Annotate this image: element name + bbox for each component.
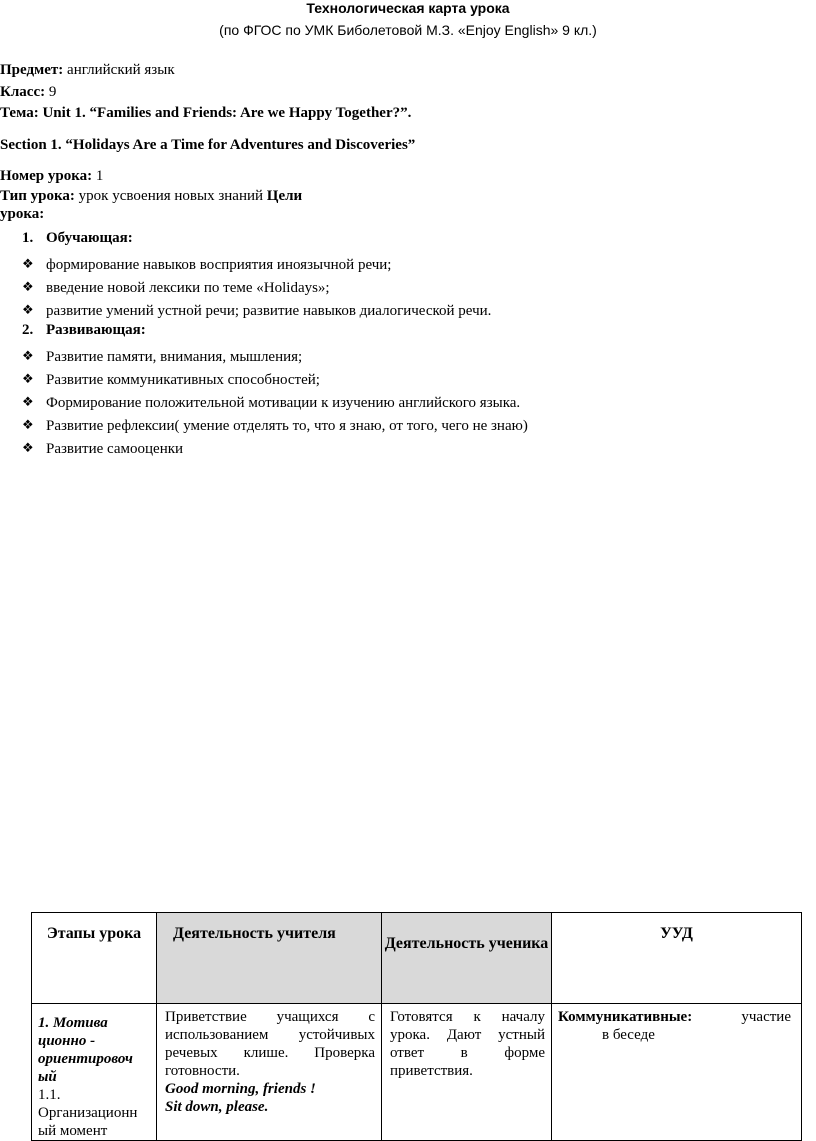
list-item: ❖ Развитие самооценки — [22, 440, 528, 463]
col-header-teacher: Деятельность учителя — [157, 913, 382, 1004]
goals-label: Цели — [266, 188, 303, 204]
table-header-row — [32, 913, 802, 1004]
list-item: ❖ Развитие памяти, внимания, мышления; — [22, 348, 528, 371]
grade-label: Класс: — [0, 84, 46, 100]
list-item: ❖ развитие умений устной речи; развитие навыков диалогической речи. — [22, 302, 491, 325]
stage-title: 1. Мотива ционно - ориентировоч ый — [38, 1015, 133, 1085]
col-header-stages: Этапы урока — [32, 913, 157, 1004]
developing-goal-heading — [22, 322, 146, 339]
lesson-type-label: Тип урока: — [0, 188, 75, 204]
list-item: ❖ Развитие коммуникативных способностей; — [22, 371, 528, 394]
page-title: Технологическая карта урока — [306, 0, 510, 16]
lesson-type-value: урок усвоения новых знаний — [78, 188, 264, 204]
col-header-student: Деятельность ученика — [382, 913, 552, 1004]
subject-label: Предмет: — [0, 62, 64, 78]
uud-word-2: в беседе — [602, 1027, 655, 1043]
lesson-number-line — [0, 168, 103, 185]
table-row — [32, 1004, 802, 1141]
topic-line: Тема: Unit 1. “Families and Friends: Are we Happy Together?”. — [0, 105, 412, 121]
student-cell — [382, 1004, 552, 1141]
section-line: Section 1. “Holidays Are a Time for Adventures and Discoveries” — [0, 137, 416, 153]
list-item: ❖ формирование навыков восприятия иноязычной речи; — [22, 256, 491, 279]
teacher-phrase-2: Sit down, please. — [165, 1099, 269, 1115]
educational-goal-number: 1. — [22, 230, 34, 246]
goals-label-cont: урока: — [0, 206, 45, 222]
subject-value: английский язык — [67, 62, 175, 78]
list-item: ❖ Развитие рефлексии( умение отделять то, что я знаю, от того, чего не знаю) — [22, 417, 528, 440]
grade-value: 9 — [48, 84, 57, 100]
lesson-number-label: Номер урока: — [0, 168, 93, 184]
developing-goal-number: 2. — [22, 322, 34, 338]
stage-cell — [32, 1004, 157, 1141]
lesson-number-value: 1 — [95, 168, 104, 184]
educational-goal-list — [22, 256, 491, 325]
lesson-type-line — [0, 188, 302, 205]
student-text: Готовятся к началу урока. Дают устный ответ в форме приветствия. — [390, 1009, 545, 1079]
page-subtitle: (по ФГОС по УМК Биболетовой М.З. «Enjoy English» 9 кл.) — [219, 22, 597, 38]
list-item: ❖ введение новой лексики по теме «Holidays»; — [22, 279, 491, 302]
teacher-phrase-1: Good morning, friends ! — [165, 1081, 316, 1097]
list-item: ❖ Формирование положительной мотивации к изучению английского языка. — [22, 394, 528, 417]
teacher-cell — [157, 1004, 382, 1141]
stage-subtitle: 1.1. Организационн ый момент — [38, 1087, 138, 1139]
educational-goal-title: Обучающая: — [46, 230, 133, 246]
developing-goal-title: Развивающая: — [46, 322, 146, 338]
developing-goal-list — [22, 348, 528, 463]
educational-goal-heading — [22, 230, 133, 247]
col-header-uud: УУД — [552, 913, 802, 1004]
uud-label: Коммуникативные: — [558, 1009, 693, 1025]
lesson-table — [31, 912, 802, 1141]
teacher-text: Приветствие учащихся с использованием устойчивых речевых клише. Проверка готовности. — [165, 1009, 375, 1079]
subject-line — [0, 62, 175, 79]
uud-word-1: участие — [741, 1009, 791, 1025]
grade-line — [0, 84, 56, 101]
uud-cell — [552, 1004, 802, 1141]
